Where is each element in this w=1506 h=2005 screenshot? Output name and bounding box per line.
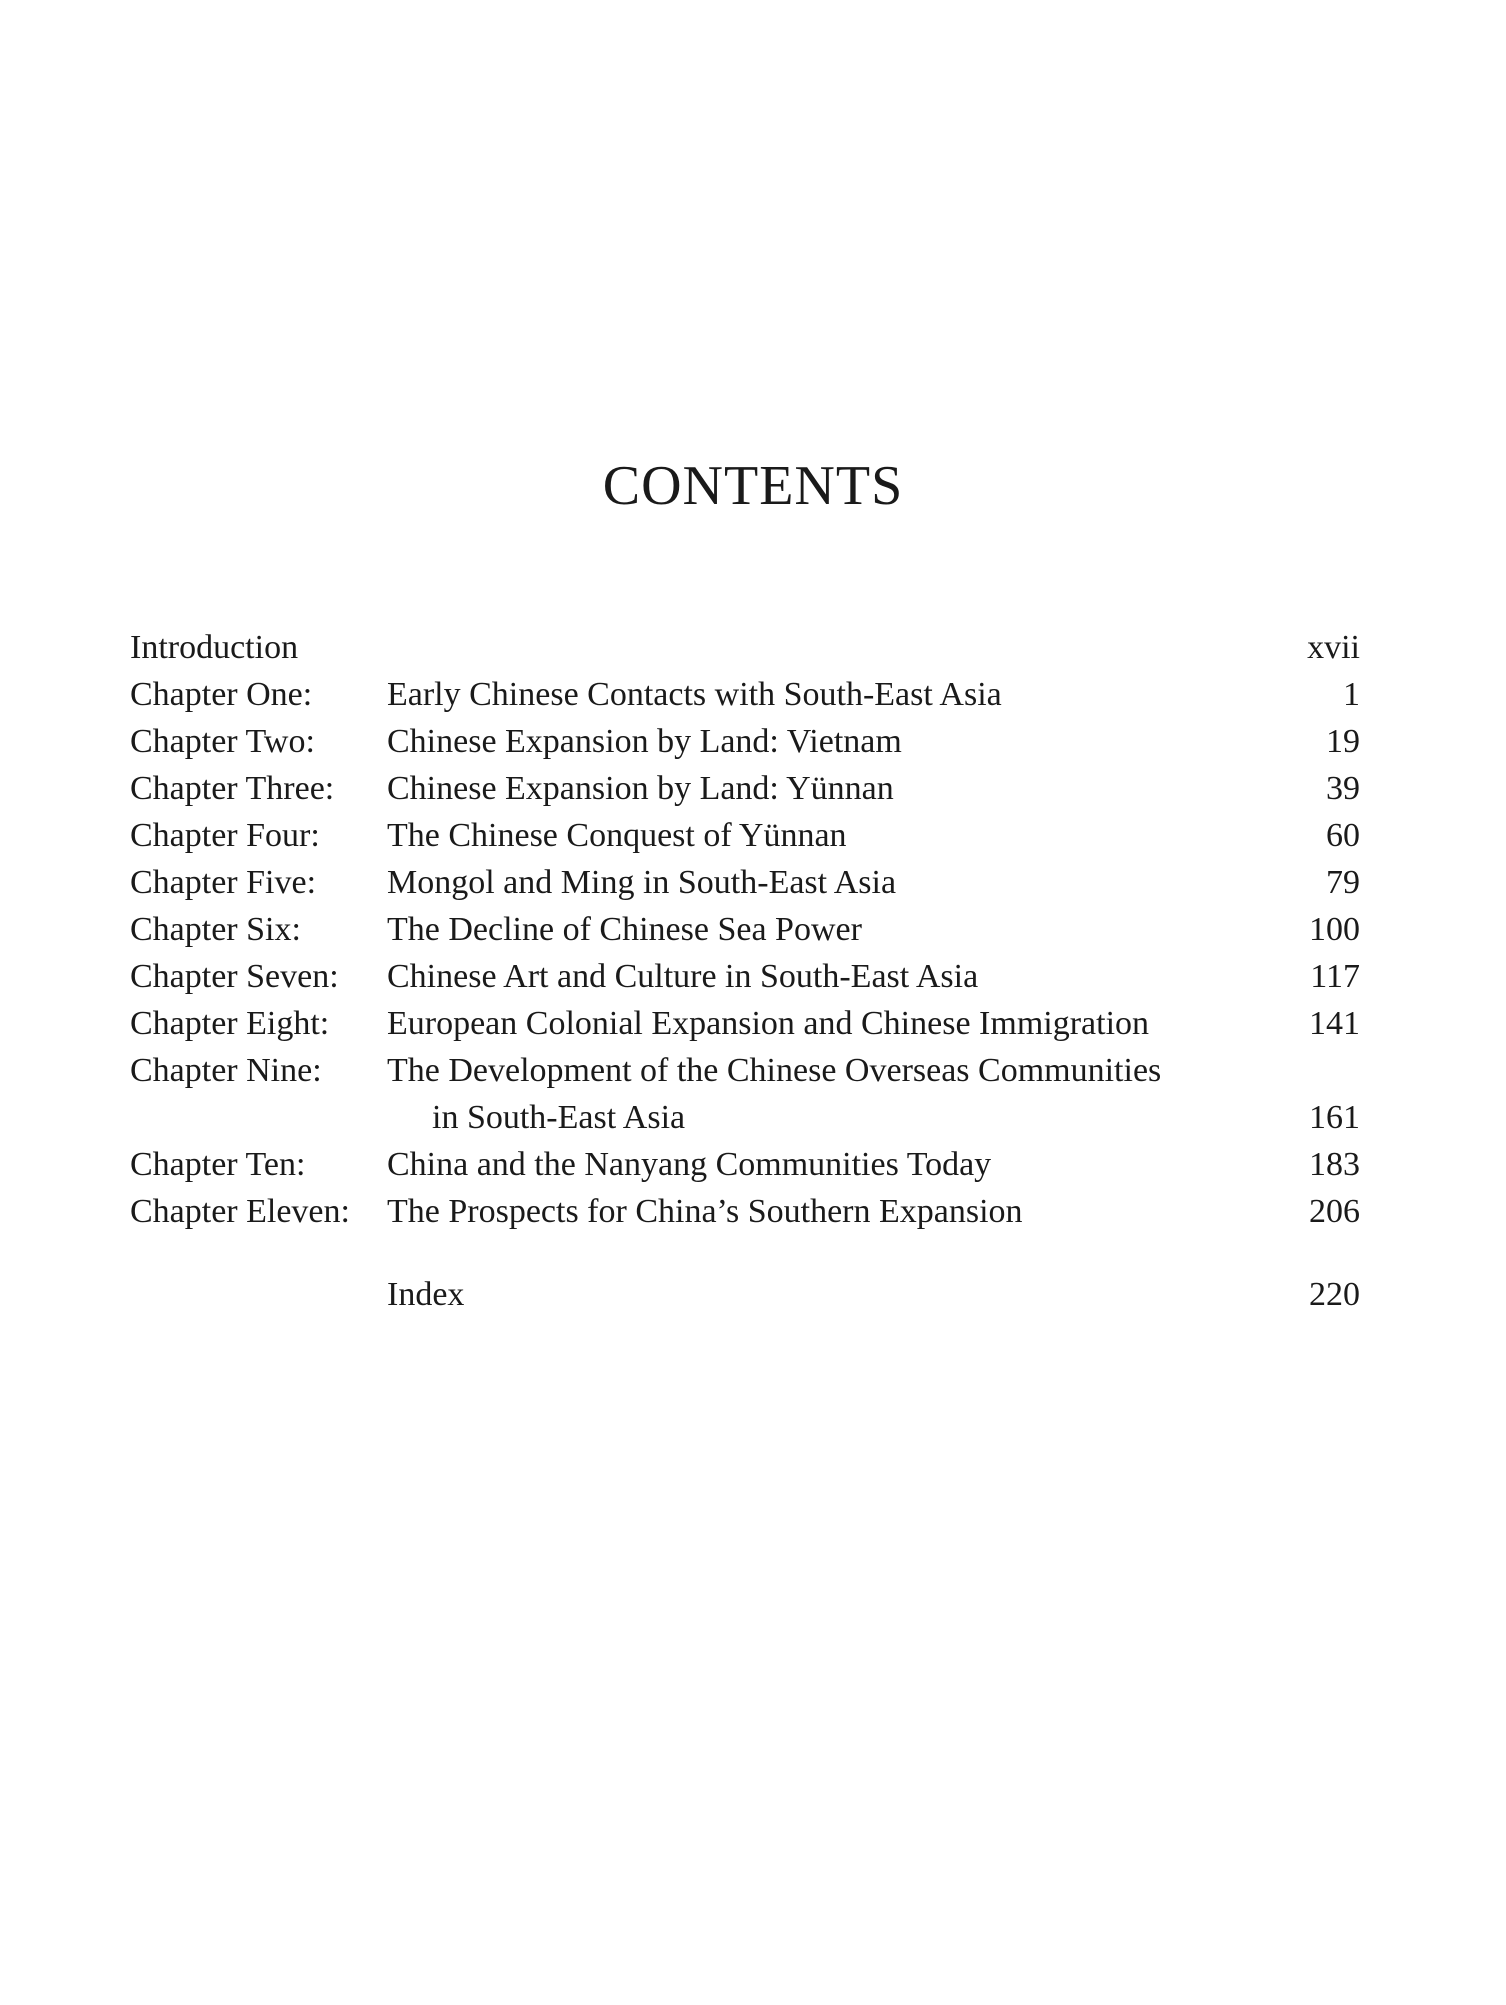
entry-page-number: 100 <box>1309 911 1360 948</box>
entry-title: European Colonial Expansion and Chinese Immigration <box>387 1005 1150 1042</box>
entry-label: Chapter Two: <box>130 723 315 760</box>
entry-label: Chapter Seven: <box>130 958 339 995</box>
toc-entry-chapter-ten <box>130 1141 1360 1188</box>
toc-entry-chapter-one <box>130 671 1360 718</box>
toc-entry-chapter-three <box>130 765 1360 812</box>
toc-entry-chapter-five <box>130 859 1360 906</box>
entry-title: The Decline of Chinese Sea Power <box>387 911 862 948</box>
entry-label: Chapter Eight: <box>130 1005 330 1042</box>
spacer <box>130 1235 1360 1271</box>
entry-title: Mongol and Ming in South-East Asia <box>387 864 897 901</box>
entry-title: Chinese Expansion by Land: Yünnan <box>387 770 894 807</box>
entry-title: Early Chinese Contacts with South-East Asia <box>387 676 1002 713</box>
entry-page-number: 161 <box>1309 1099 1360 1136</box>
entry-label: Chapter Four: <box>130 817 320 854</box>
toc-entry-chapter-four <box>130 812 1360 859</box>
toc-entry-chapter-eight <box>130 1000 1360 1047</box>
entry-title-continuation: in South-East Asia <box>432 1099 686 1136</box>
toc-entry-index <box>130 1271 1360 1318</box>
toc-entry-chapter-nine <box>130 1047 1360 1094</box>
entry-page-number: 79 <box>1326 864 1360 901</box>
entry-page-number: 206 <box>1309 1193 1360 1230</box>
page-title: CONTENTS <box>602 455 904 517</box>
index-title: Index <box>387 1276 465 1313</box>
entry-title: The Chinese Conquest of Yünnan <box>387 817 847 854</box>
entry-label: Chapter One: <box>130 676 313 713</box>
entry-title: Chinese Art and Culture in South-East Asia <box>387 958 979 995</box>
entry-label: Chapter Ten: <box>130 1146 306 1183</box>
entry-label: Introduction <box>130 629 299 666</box>
entry-page-number: 183 <box>1309 1146 1360 1183</box>
entry-page-number: 60 <box>1326 817 1360 854</box>
entry-title: Chinese Expansion by Land: Vietnam <box>387 723 902 760</box>
entry-page-number: xvii <box>1307 629 1360 666</box>
index-page-number: 220 <box>1309 1276 1360 1313</box>
toc-entry-chapter-nine-continued <box>130 1094 1360 1141</box>
entry-label: Chapter Five: <box>130 864 317 901</box>
entry-page-number: 1 <box>1343 676 1360 713</box>
toc-entry-chapter-six <box>130 906 1360 953</box>
entry-label: Chapter Nine: <box>130 1052 322 1089</box>
entry-page-number: 39 <box>1326 770 1360 807</box>
entry-label: Chapter Six: <box>130 911 301 948</box>
entry-title: The Prospects for China’s Southern Expansion <box>387 1193 1023 1230</box>
entry-title: The Development of the Chinese Overseas Communities <box>387 1052 1162 1089</box>
toc-entry-chapter-two <box>130 718 1360 765</box>
toc-entry-chapter-seven <box>130 953 1360 1000</box>
toc-entry-introduction <box>130 624 1360 671</box>
entry-page-number: 141 <box>1309 1005 1360 1042</box>
toc-entry-chapter-eleven <box>130 1188 1360 1235</box>
table-of-contents <box>130 624 1360 1318</box>
entry-label: Chapter Eleven: <box>130 1193 350 1230</box>
entry-label: Chapter Three: <box>130 770 335 807</box>
entry-page-number: 117 <box>1310 958 1360 995</box>
entry-page-number: 19 <box>1326 723 1360 760</box>
entry-title: China and the Nanyang Communities Today <box>387 1146 992 1183</box>
